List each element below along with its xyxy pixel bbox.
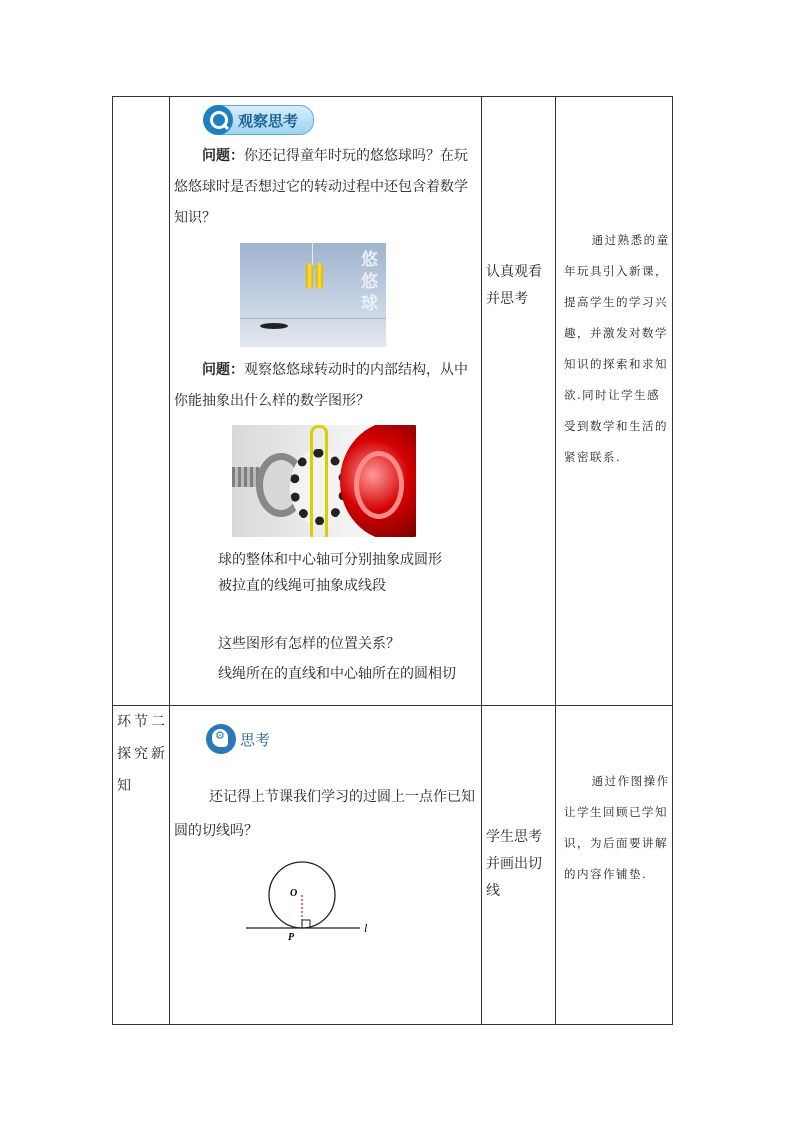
table-row	[113, 97, 673, 706]
badge-label: 思考	[240, 730, 271, 749]
yoyo-inner-ring	[354, 451, 404, 519]
tangent-figure	[240, 854, 380, 940]
table-row	[113, 706, 673, 1025]
question-text: 观察悠悠球转动时的内部结构，从中你能抽象出什么样的数学图形？	[174, 362, 468, 409]
student-activity-cell	[482, 706, 556, 1025]
yoyo-image	[240, 243, 386, 347]
yoyo-bearing-image	[232, 425, 416, 537]
stage-cell	[113, 706, 170, 1025]
abstraction-line: 线绳所在的直线和中心轴所在的圆相切	[218, 666, 456, 682]
image-caption-char: 球	[361, 294, 378, 314]
observe-think-badge	[206, 105, 314, 135]
question-label: 问题：	[202, 362, 244, 378]
think-badge	[206, 724, 270, 754]
question-paragraph	[174, 355, 478, 417]
content-cell	[170, 706, 482, 1025]
magnifier-icon	[203, 105, 233, 135]
image-caption-char: 悠	[361, 250, 378, 270]
design-intent: 通过熟悉的童年玩具引入新课，提高学生的学习兴趣，并激发对数学知识的探索和求知欲.同时让学生感受到数学和生活的紧密联系.	[564, 233, 670, 464]
abstraction-line: 球的整体和中心轴可分别抽象成圆形	[218, 552, 442, 568]
badge-label: 观察思考	[238, 111, 299, 130]
yoyo-disc	[316, 263, 323, 289]
yoyo-string	[310, 425, 328, 537]
lesson-table	[112, 96, 673, 1025]
question-paragraph	[174, 141, 478, 234]
thinking-head-icon	[206, 724, 236, 754]
stage-cell	[113, 97, 170, 706]
center-label: O	[290, 888, 298, 899]
question-label: 问题：	[202, 148, 244, 164]
image-caption-char: 悠	[361, 272, 378, 292]
student-activity: 认真观看并思考	[486, 264, 542, 307]
design-intent: 通过作图操作让学生回顾已学知识，为后面要讲解的内容作铺垫.	[564, 774, 670, 881]
design-intent-cell	[556, 97, 673, 706]
student-activity-cell	[482, 97, 556, 706]
stage-label: 环节二探究新知	[117, 714, 165, 794]
content-cell	[170, 97, 482, 706]
point-label: P	[288, 932, 295, 940]
abstraction-line: 这些图形有怎样的位置关系？	[218, 636, 400, 652]
yoyo-shadow	[260, 323, 288, 329]
design-intent-cell	[556, 706, 673, 1025]
yoyo-disc	[306, 263, 313, 289]
line-label: l	[364, 921, 368, 935]
question-text: 还记得上节课我们学习的过圆上一点作已知圆的切线吗？	[174, 789, 475, 839]
abstraction-line: 被拉直的线绳可抽象成线段	[218, 578, 386, 594]
student-activity: 学生思考并画出切线	[486, 829, 542, 899]
question-text: 你还记得童年时玩的悠悠球吗？在玩悠悠球时是否想过它的转动过程中还包含着数学知识？	[174, 148, 468, 226]
yoyo-string	[312, 243, 313, 265]
floor-line	[240, 318, 386, 319]
